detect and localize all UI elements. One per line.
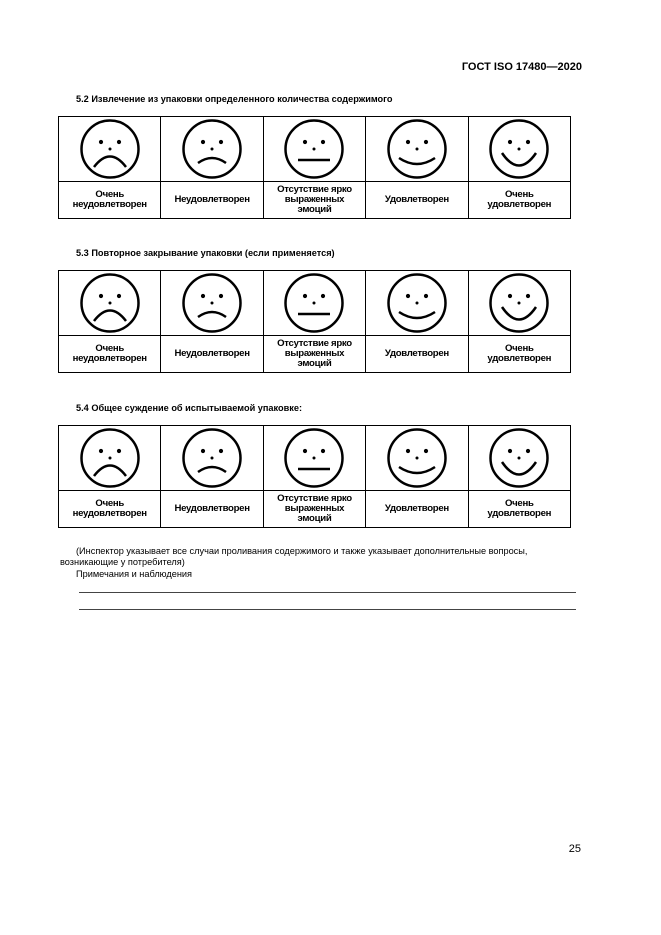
- label-dissatisfied: Неудовлетворен: [161, 336, 263, 373]
- very-happy-face-icon: [488, 272, 550, 334]
- face-cell: [59, 117, 161, 182]
- label-very-dissatisfied: Очень неудовлетворен: [59, 182, 161, 219]
- label-neutral: Отсутствие ярко выраженных эмоций: [263, 491, 365, 528]
- satisfaction-scale-table: [58, 270, 571, 373]
- page-number: 25: [568, 843, 581, 855]
- inspector-note-line-1: (Инспектор указывает все случаи проливания содержимого и также указывает дополнительные вопросы,: [76, 546, 528, 556]
- section-title-5-2: 5.2 Извлечение из упаковки определенного количества содержимого: [76, 94, 393, 104]
- happy-face-icon: [386, 118, 448, 180]
- face-cell: [468, 117, 570, 182]
- label-satisfied: Удовлетворен: [366, 182, 468, 219]
- face-cell: [59, 426, 161, 491]
- face-cell: [161, 426, 263, 491]
- face-cell: [161, 117, 263, 182]
- face-cell: [366, 426, 468, 491]
- face-cell: [263, 426, 365, 491]
- section-title-5-4: 5.4 Общее суждение об испытываемой упаковке:: [76, 403, 303, 413]
- remarks-label: Примечания и наблюдения: [76, 569, 193, 579]
- happy-face-icon: [386, 272, 448, 334]
- label-dissatisfied: Неудовлетворен: [161, 491, 263, 528]
- section-title-5-3: 5.3 Повторное закрывание упаковки (если применяется): [76, 248, 335, 258]
- label-neutral: Отсутствие ярко выраженных эмоций: [263, 336, 365, 373]
- label-very-satisfied: Очень удовлетворен: [468, 336, 570, 373]
- label-dissatisfied: Неудовлетворен: [161, 182, 263, 219]
- face-cell: [366, 117, 468, 182]
- face-cell: [59, 271, 161, 336]
- label-very-satisfied: Очень удовлетворен: [468, 491, 570, 528]
- very-happy-face-icon: [488, 118, 550, 180]
- label-satisfied: Удовлетворен: [366, 336, 468, 373]
- label-very-dissatisfied: Очень неудовлетворен: [59, 491, 161, 528]
- neutral-face-icon: [283, 118, 345, 180]
- label-very-satisfied: Очень удовлетворен: [468, 182, 570, 219]
- face-cell: [263, 271, 365, 336]
- face-cell: [366, 271, 468, 336]
- neutral-face-icon: [283, 272, 345, 334]
- remarks-line: [79, 609, 576, 610]
- very-happy-face-icon: [488, 427, 550, 489]
- face-cell: [468, 426, 570, 491]
- document-header: ГОСТ ISO 17480—2020: [461, 61, 582, 73]
- neutral-face-icon: [283, 427, 345, 489]
- face-cell: [468, 271, 570, 336]
- happy-face-icon: [386, 427, 448, 489]
- remarks-line: [79, 592, 576, 593]
- very-sad-face-icon: [79, 272, 141, 334]
- sad-face-icon: [181, 118, 243, 180]
- inspector-note-line-2: возникающие у потребителя): [60, 557, 185, 567]
- label-very-dissatisfied: Очень неудовлетворен: [59, 336, 161, 373]
- very-sad-face-icon: [79, 427, 141, 489]
- face-cell: [263, 117, 365, 182]
- sad-face-icon: [181, 272, 243, 334]
- face-cell: [161, 271, 263, 336]
- sad-face-icon: [181, 427, 243, 489]
- satisfaction-scale-table: [58, 425, 571, 528]
- very-sad-face-icon: [79, 118, 141, 180]
- label-neutral: Отсутствие ярко выраженных эмоций: [263, 182, 365, 219]
- satisfaction-scale-table: [58, 116, 571, 219]
- label-satisfied: Удовлетворен: [366, 491, 468, 528]
